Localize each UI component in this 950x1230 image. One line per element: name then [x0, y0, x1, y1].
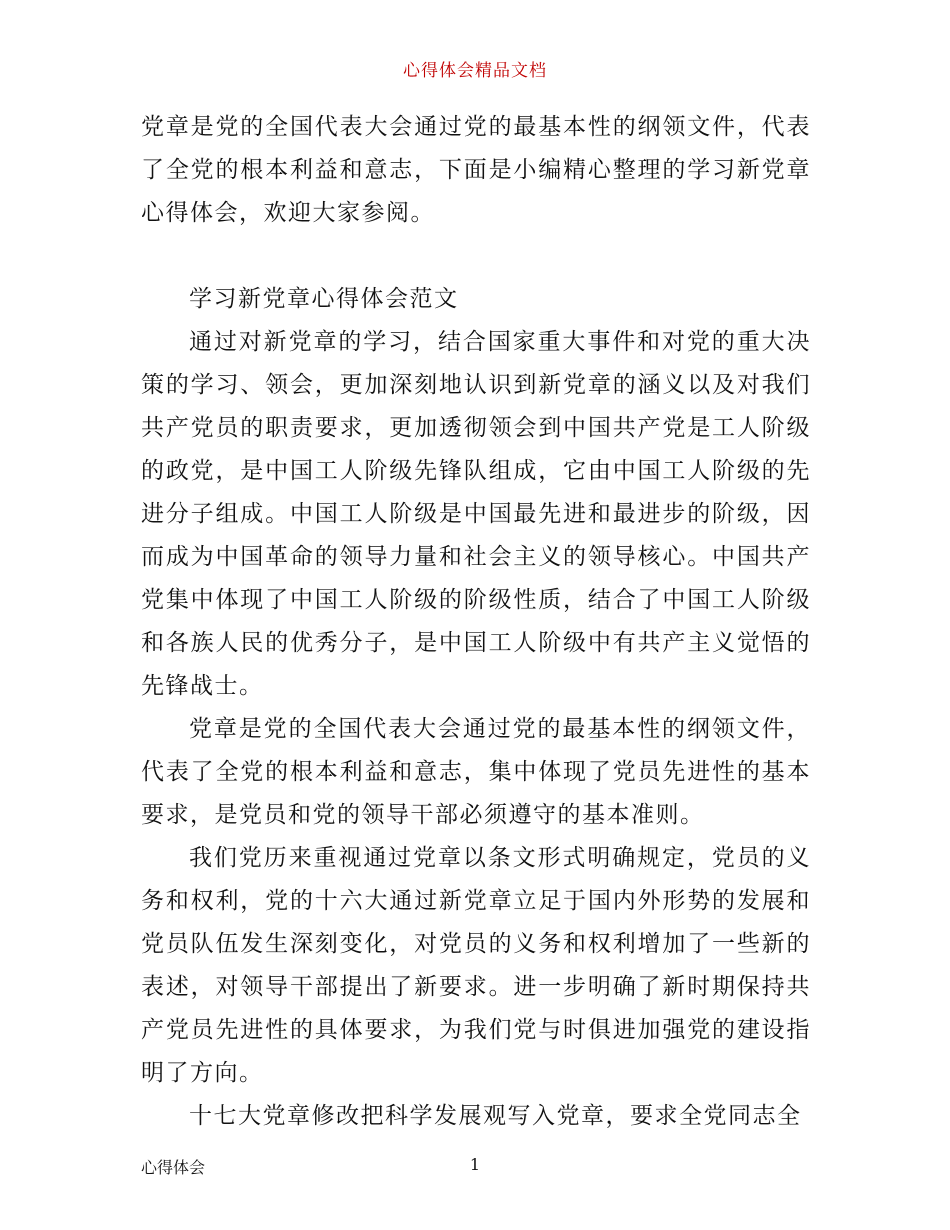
page-number: 1 [469, 1155, 481, 1174]
intro-paragraph: 党章是党的全国代表大会通过党的最基本性的纲领文件，代表了全党的根本利益和意志，下面是小编精心整理的学习新党章心得体会，欢迎大家参阅。 [141, 114, 811, 226]
body-paragraph-4: 十七大党章修改把科学发展观写入党章，要求全党同志全 [189, 1103, 802, 1129]
body-paragraph-1: 通过对新党章的学习，结合国家重大事件和对党的重大决策的学习、领会，更加深刻地认识到新党章的涵义以及对我们共产党员的职责要求，更加透彻领会到中国共产党是工人阶级的政党，是中国工人阶级先锋队组成，它由中国工人阶级的先进分子组成。中国工人阶级是中国最先进和最进步的阶级，因而成为中国革命的领导力量和社会主义的领导核心。中国共产党集中体现了中国工人阶级的阶级性质，结合了中国工人阶级和各族人民的优秀分子，是中国工人阶级中有共产主义觉悟的先锋战士。 [141, 329, 811, 699]
document-body [141, 106, 811, 1138]
section-heading: 学习新党章心得体会范文 [189, 286, 459, 312]
page-header-title: 心得体会精品文档 [403, 61, 547, 81]
body-paragraph-3: 我们党历来重视通过党章以条文形式明确规定，党员的义务和权利，党的十六大通过新党章立足于国内外形势的发展和党员队伍发生深刻变化，对党员的义务和权利增加了一些新的表述，对领导干部提出了新要求。进一步明确了新时期保持共产党员先进性的具体要求，为我们党与时俱进加强党的建设指明了方向。 [141, 845, 811, 1086]
footer-label: 心得体会 [141, 1158, 206, 1177]
body-paragraph-2: 党章是党的全国代表大会通过党的最基本性的纲领文件，代表了全党的根本利益和意志，集中体现了党员先进性的基本要求，是党员和党的领导干部必须遵守的基本准则。 [141, 716, 811, 828]
